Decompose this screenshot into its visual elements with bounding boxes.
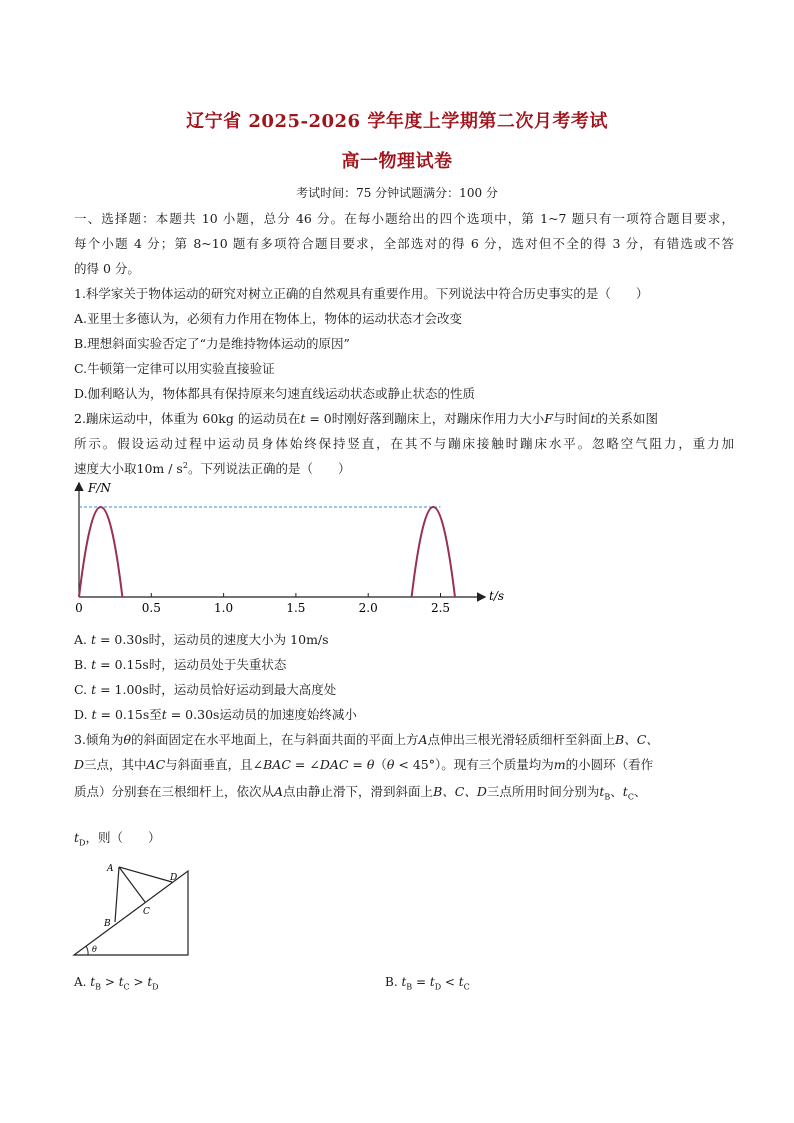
exam-title: 辽宁省 2025-2026 学年度上学期第二次月考考试 [186, 111, 608, 132]
section1-line-3: 的得 0 分。 [74, 261, 140, 276]
force-curve-1 [79, 507, 122, 597]
exam-info: 考试时间：75 分钟试题满分：100 分 [296, 186, 498, 200]
q2-stem-line-2: 所示。假设运动过程中运动员身体始终保持竖直，在其不与蹦床接触时蹦床水平。忽略空气阻力，重力加 [74, 436, 734, 451]
exam-subtitle: 高一物理试卷 [341, 151, 453, 172]
label-d: D [170, 873, 178, 883]
q2-stem-line-1: 2.蹦床运动中，体重为 60kg 的运动员在t = 0时刚好落到蹦床上，对蹦床作用力大小F与时间t的关系如图 [74, 411, 659, 426]
q1-option-c: C.牛顿第一定律可以用实验直接验证 [74, 361, 275, 376]
x-tick-label-1: 0.5 [141, 601, 161, 615]
rod-ab [115, 867, 119, 922]
q1-option-b: B.理想斜面实验否定了“力是维持物体运动的原因” [74, 336, 350, 351]
q2-option-c: C. t = 1.00s时，运动员恰好运动到最大高度处 [74, 682, 337, 697]
q3-option-b: B. $t_B = t_D < t_C$ [385, 975, 470, 992]
q3-stem-line-1: 3.倾角为θ的斜面固定在水平地面上，在与斜面共面的平面上方A点伸出三根光滑轻质细杆至斜面上B、C、 [74, 732, 659, 747]
force-curve-2 [412, 507, 455, 597]
rod-ad [119, 867, 172, 882]
x-tick-label-4: 2.0 [358, 601, 378, 615]
section1-line-1: 一、选择题：本题共 10 小题，总分 46 分。在每小题给出的四个选项中，第 1~7 题只有一项符合题目要求， [74, 211, 734, 226]
y-axis-label: F/N [88, 481, 111, 495]
label-c: C [143, 907, 150, 917]
rod-ac [119, 867, 145, 902]
q2-option-a: A. t = 0.30s时，运动员的速度大小为 10m/s [74, 632, 329, 647]
x-axis-label: t/s [489, 589, 505, 603]
x-tick-label-3: 1.5 [286, 601, 306, 615]
label-a: A [107, 864, 114, 874]
x-tick-label-5: 2.5 [430, 601, 451, 615]
q1-option-d: D.伽利略认为，物体都具有保持原来匀速直线运动状态或静止状态的性质 [74, 386, 476, 401]
label-b: B [104, 919, 111, 929]
section1-line-2: 每个小题 4 分；第 8~10 题有多项符合题目要求，全部选对的得 6 分，选对但不全的得 3 分，有错选或不答 [74, 236, 734, 251]
incline-diagram [66, 855, 196, 959]
q3-stem-line-3: 质点）分别套在三根细杆上，依次从A点由静止滑下，滑到斜面上B、C、D三点所用时间分别为$t_B$、$t_C$、 [74, 784, 647, 802]
x-tick-label-0: 0 [75, 601, 83, 615]
q3-stem-line-4: $t_D$，则（ ） [74, 830, 161, 848]
q2-option-b: B. t = 0.15s时，运动员处于失重状态 [74, 657, 287, 672]
q1-option-a: A.亚里士多德认为，必须有力作用在物体上，物体的运动状态才会改变 [74, 311, 463, 326]
force-time-graph [64, 478, 524, 620]
label-theta: θ [92, 945, 97, 954]
x-tick-label-2: 1.0 [214, 601, 234, 615]
q3-stem-line-2: D三点，其中AC与斜面垂直，且∠BAC = ∠DAC = θ（θ < 45°）。现有三个质量均为m的小圆环（看作 [74, 757, 654, 772]
q3-option-a: A. $t_B > t_C > t_D$ [74, 975, 159, 992]
q1-stem: 1.科学家关于物体运动的研究对树立正确的自然观具有重要作用。下列说法中符合历史事实的是（ ） [74, 286, 649, 301]
angle-arc [86, 946, 88, 955]
q2-stem-line-3: 速度大小取$10m / s^2$。下列说法正确的是（ ） [74, 460, 351, 476]
q2-option-d: D. t = 0.15s至t = 0.30s运动员的加速度始终减小 [74, 707, 357, 722]
